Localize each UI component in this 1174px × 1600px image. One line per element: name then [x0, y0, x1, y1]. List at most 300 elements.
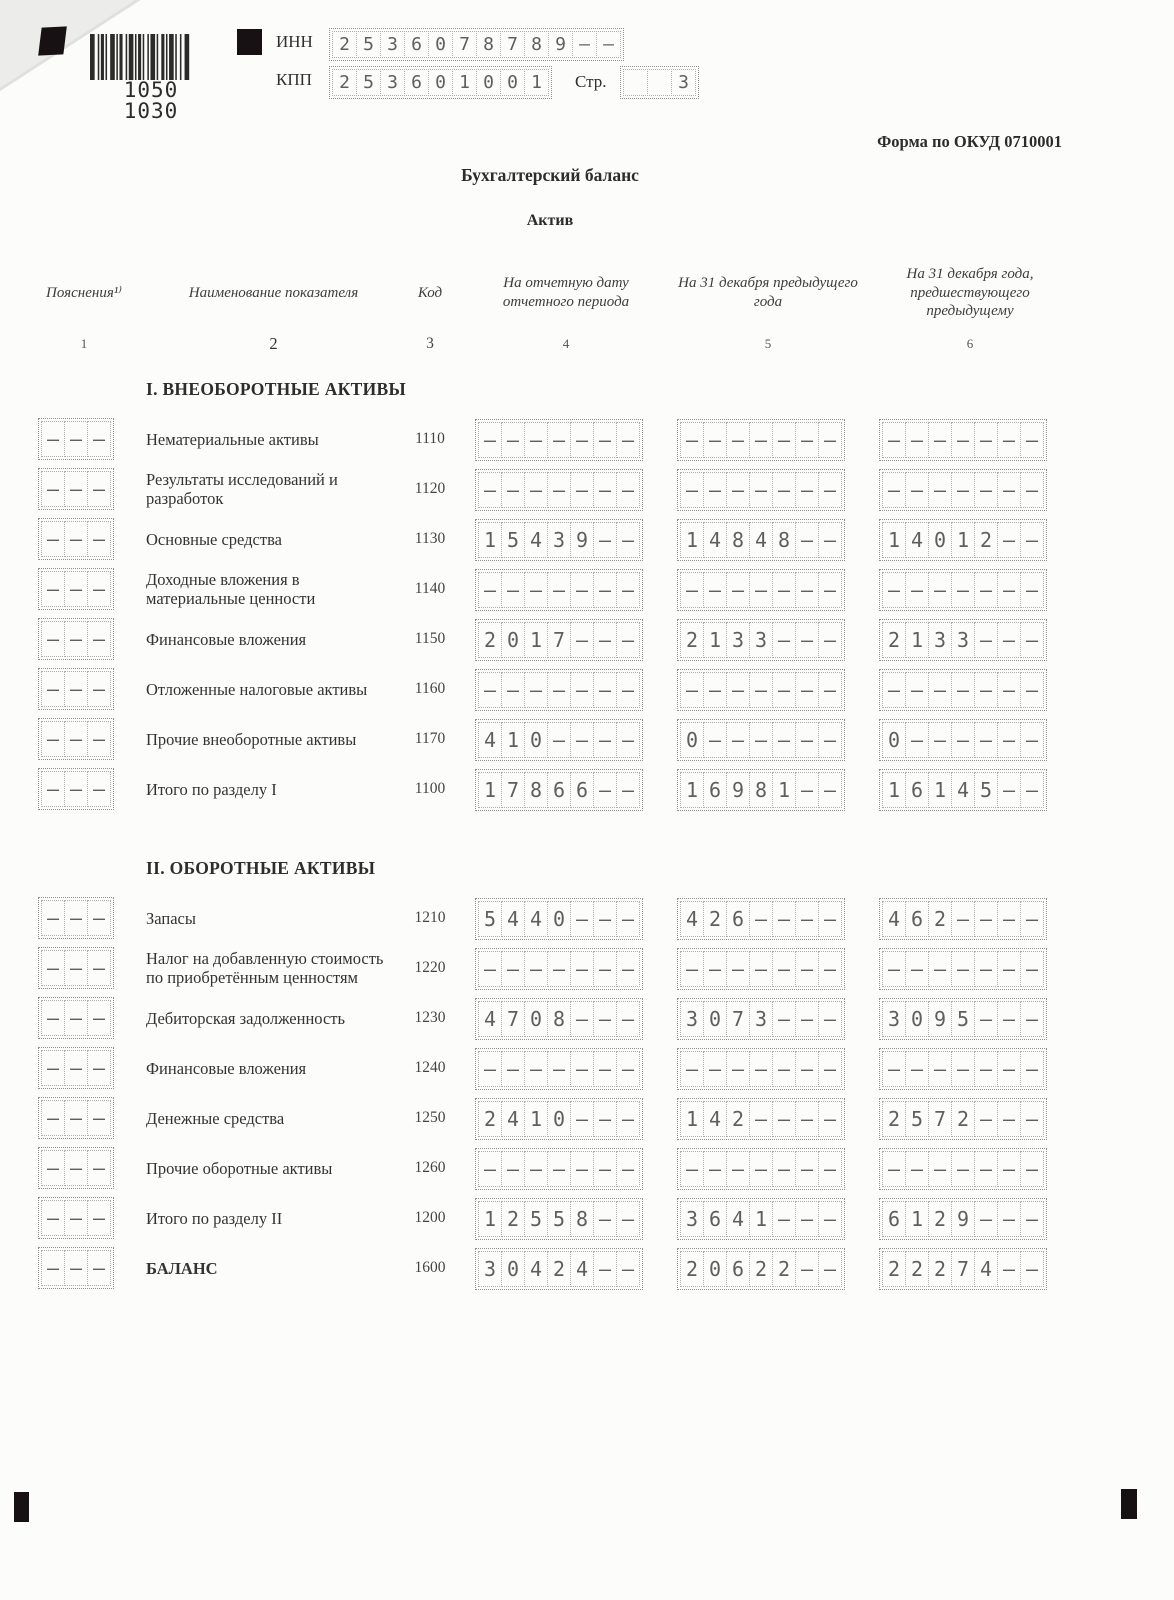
digit-cell: – [818, 1201, 842, 1237]
digit-cell: – [570, 951, 594, 987]
character-cell: – [87, 421, 111, 457]
kpp-value-box [329, 66, 552, 99]
header-code: Код [417, 284, 443, 301]
character-cell: – [64, 900, 88, 936]
digit-cell: – [997, 572, 1021, 608]
digit-cell: 0 [524, 722, 548, 758]
digit-cell: – [882, 422, 906, 458]
digit-cell: – [593, 472, 617, 508]
character-cell: – [572, 31, 597, 58]
digit-cell: 4 [501, 901, 525, 937]
digit-cell: – [703, 572, 727, 608]
registration-mark-top-left [38, 26, 67, 55]
value-box-col4 [475, 1248, 643, 1290]
inn-value-box [329, 28, 624, 61]
character-cell: – [87, 1100, 111, 1136]
digit-cell: – [593, 622, 617, 658]
row-code: 1220 [414, 959, 446, 977]
digit-cell: – [749, 572, 773, 608]
digit-cell: – [570, 422, 594, 458]
value-box-col5 [677, 469, 845, 511]
digit-cell: – [478, 1051, 502, 1087]
digit-cell: 2 [547, 1251, 571, 1287]
character-cell: – [41, 1200, 65, 1236]
character-cell: – [596, 31, 621, 58]
column-number: 4 [562, 335, 570, 351]
digit-cell: – [680, 572, 704, 608]
digit-cell: – [749, 672, 773, 708]
digit-cell: – [1020, 422, 1044, 458]
digit-cell: – [772, 422, 796, 458]
digit-cell: 6 [726, 1251, 750, 1287]
digit-cell: – [974, 672, 998, 708]
value-box-col5 [677, 1248, 845, 1290]
digit-cell: – [997, 1051, 1021, 1087]
explanations-box [38, 1147, 114, 1189]
table-row [0, 1195, 1174, 1241]
column-number: 1 [80, 335, 88, 351]
value-box-col6 [879, 948, 1047, 990]
value-box-col5 [677, 719, 845, 761]
value-box-col6 [879, 1048, 1047, 1090]
digit-cell: – [593, 422, 617, 458]
digit-cell: – [905, 572, 929, 608]
digit-cell: – [974, 901, 998, 937]
explanations-box [38, 947, 114, 989]
digit-cell: – [772, 901, 796, 937]
digit-cell: – [905, 422, 929, 458]
digit-cell: – [951, 472, 975, 508]
explanations-box [38, 468, 114, 510]
digit-cell: – [501, 951, 525, 987]
digit-cell: 4 [905, 522, 929, 558]
digit-cell: – [1020, 1051, 1044, 1087]
row-code: 1240 [414, 1059, 446, 1077]
character-cell: – [41, 671, 65, 707]
character-cell: 3 [671, 69, 696, 96]
digit-cell: 3 [726, 622, 750, 658]
row-indicator-name: Итого по разделу II [146, 1208, 283, 1228]
digit-cell: – [905, 672, 929, 708]
explanations-box [38, 518, 114, 560]
digit-cell: – [593, 672, 617, 708]
row-indicator-name: Финансовые вложения [146, 629, 307, 649]
page-number-label: Стр. [575, 72, 607, 91]
table-body [0, 379, 1174, 1291]
digit-cell: – [703, 672, 727, 708]
digit-cell: – [703, 951, 727, 987]
digit-cell: – [818, 422, 842, 458]
digit-cell: – [593, 1101, 617, 1137]
digit-cell: – [524, 422, 548, 458]
digit-cell: – [951, 572, 975, 608]
digit-cell: – [772, 1101, 796, 1137]
column-numbers-row [0, 334, 1174, 353]
character-cell [647, 69, 672, 96]
digit-cell: – [547, 572, 571, 608]
digit-cell: – [570, 672, 594, 708]
digit-cell: – [974, 1151, 998, 1187]
digit-cell: 0 [703, 1251, 727, 1287]
digit-cell: – [882, 572, 906, 608]
digit-cell: – [726, 951, 750, 987]
digit-cell: – [905, 951, 929, 987]
digit-cell: – [1020, 1201, 1044, 1237]
digit-cell: – [1020, 1101, 1044, 1137]
digit-cell: 1 [882, 522, 906, 558]
digit-cell: – [478, 951, 502, 987]
row-code: 1160 [414, 680, 446, 698]
registration-mark-bottom-right [1121, 1489, 1137, 1519]
value-box-col4 [475, 619, 643, 661]
digit-cell: 1 [680, 1101, 704, 1137]
digit-cell: – [593, 1051, 617, 1087]
digit-cell: 3 [680, 1201, 704, 1237]
digit-cell: – [680, 1151, 704, 1187]
value-box-col6 [879, 519, 1047, 561]
character-cell: 7 [452, 31, 477, 58]
digit-cell: – [818, 622, 842, 658]
table-row [0, 516, 1174, 562]
explanations-box [38, 668, 114, 710]
digit-cell: – [818, 901, 842, 937]
digit-cell: – [905, 1051, 929, 1087]
digit-cell: – [593, 951, 617, 987]
table-row [0, 716, 1174, 762]
row-indicator-name: Итого по разделу I [146, 779, 277, 799]
digit-cell: – [795, 422, 819, 458]
value-box-col5 [677, 569, 845, 611]
explanations-box [38, 718, 114, 760]
digit-cell: – [1020, 522, 1044, 558]
digit-cell: 4 [478, 1001, 502, 1037]
digit-cell: 6 [703, 772, 727, 808]
digit-cell: – [524, 572, 548, 608]
digit-cell: 3 [928, 622, 952, 658]
digit-cell: – [616, 472, 640, 508]
digit-cell: – [726, 472, 750, 508]
table-row [0, 466, 1174, 512]
row-code: 1140 [414, 580, 446, 598]
digit-cell: – [547, 672, 571, 708]
value-box-col4 [475, 898, 643, 940]
document-title: Бухгалтерский баланс [461, 165, 639, 185]
digit-cell: 4 [524, 901, 548, 937]
digit-cell: – [772, 1051, 796, 1087]
digit-cell: – [616, 572, 640, 608]
digit-cell: – [818, 951, 842, 987]
character-cell: – [41, 571, 65, 607]
digit-cell: – [616, 622, 640, 658]
digit-cell: – [703, 472, 727, 508]
digit-cell: – [772, 1001, 796, 1037]
digit-cell: – [616, 422, 640, 458]
character-cell: – [64, 521, 88, 557]
digit-cell: – [974, 472, 998, 508]
digit-cell: 6 [547, 772, 571, 808]
digit-cell: – [749, 422, 773, 458]
digit-cell: – [547, 951, 571, 987]
value-box-col5 [677, 898, 845, 940]
digit-cell: 0 [524, 1001, 548, 1037]
digit-cell: 8 [524, 772, 548, 808]
character-cell: – [87, 1150, 111, 1186]
digit-cell: 2 [680, 1251, 704, 1287]
form-barcode [88, 34, 214, 122]
digit-cell: – [593, 1251, 617, 1287]
digit-cell: 8 [726, 522, 750, 558]
character-cell: – [87, 621, 111, 657]
digit-cell: – [570, 1001, 594, 1037]
digit-cell: – [928, 722, 952, 758]
digit-cell: – [928, 672, 952, 708]
digit-cell: – [997, 1101, 1021, 1137]
value-box-col4 [475, 469, 643, 511]
digit-cell: – [795, 1201, 819, 1237]
character-cell: – [41, 471, 65, 507]
value-box-col5 [677, 669, 845, 711]
digit-cell: 2 [478, 622, 502, 658]
digit-cell: – [772, 672, 796, 708]
digit-cell: – [795, 1251, 819, 1287]
digit-cell: – [570, 572, 594, 608]
digit-cell: – [974, 1051, 998, 1087]
row-code: 1150 [414, 630, 446, 648]
value-box-col5 [677, 1098, 845, 1140]
digit-cell: 4 [680, 901, 704, 937]
digit-cell: – [997, 622, 1021, 658]
value-box-col6 [879, 719, 1047, 761]
digit-cell: 5 [547, 1201, 571, 1237]
digit-cell: 9 [726, 772, 750, 808]
explanations-box [38, 997, 114, 1039]
character-cell: 2 [332, 69, 357, 96]
digit-cell: – [616, 722, 640, 758]
table-row [0, 895, 1174, 941]
digit-cell: – [749, 951, 773, 987]
explanations-box [38, 1097, 114, 1139]
character-cell: – [64, 671, 88, 707]
explanations-box [38, 568, 114, 610]
character-cell: 3 [380, 31, 405, 58]
value-box-col6 [879, 998, 1047, 1040]
character-cell: – [64, 1200, 88, 1236]
character-cell: – [64, 621, 88, 657]
character-cell: – [64, 721, 88, 757]
digit-cell: – [749, 472, 773, 508]
digit-cell: – [703, 422, 727, 458]
character-cell: 1 [452, 69, 477, 96]
digit-cell: – [997, 951, 1021, 987]
character-cell: – [41, 1100, 65, 1136]
digit-cell: 8 [772, 522, 796, 558]
digit-cell: – [570, 472, 594, 508]
digit-cell: – [680, 951, 704, 987]
character-cell: – [87, 571, 111, 607]
digit-cell: – [928, 951, 952, 987]
digit-cell: – [928, 572, 952, 608]
digit-cell: – [749, 1051, 773, 1087]
row-indicator-name: Запасы [146, 908, 196, 928]
digit-cell: 4 [703, 1101, 727, 1137]
header-reporting-date: На отчетную дату отчетного периода [502, 275, 630, 310]
digit-cell: 0 [928, 522, 952, 558]
page-number-box [620, 66, 699, 99]
value-box-col6 [879, 419, 1047, 461]
value-box-col4 [475, 998, 643, 1040]
digit-cell: – [928, 1151, 952, 1187]
digit-cell: 3 [951, 622, 975, 658]
digit-cell: 2 [478, 1101, 502, 1137]
digit-cell: – [818, 1251, 842, 1287]
digit-cell: – [524, 672, 548, 708]
value-box-col6 [879, 669, 1047, 711]
character-cell: 0 [500, 69, 525, 96]
digit-cell: – [726, 1151, 750, 1187]
digit-cell: – [772, 622, 796, 658]
character-cell: – [64, 471, 88, 507]
value-box-col6 [879, 769, 1047, 811]
digit-cell: – [501, 1151, 525, 1187]
digit-cell: 4 [524, 1251, 548, 1287]
digit-cell: – [616, 1201, 640, 1237]
value-box-col6 [879, 1248, 1047, 1290]
digit-cell: – [795, 622, 819, 658]
digit-cell: 3 [680, 1001, 704, 1037]
row-code: 1250 [414, 1109, 446, 1127]
digit-cell: – [593, 722, 617, 758]
row-indicator-name: Отложенные налоговые активы [146, 679, 368, 699]
row-code: 1100 [414, 780, 446, 798]
digit-cell: – [905, 722, 929, 758]
value-box-col4 [475, 1148, 643, 1190]
character-cell: – [87, 471, 111, 507]
row-indicator-name: Финансовые вложения [146, 1058, 307, 1078]
character-cell: – [87, 521, 111, 557]
digit-cell: – [524, 1151, 548, 1187]
table-row [0, 666, 1174, 712]
digit-cell: – [772, 722, 796, 758]
digit-cell: 5 [974, 772, 998, 808]
digit-cell: – [997, 722, 1021, 758]
digit-cell: 2 [951, 1101, 975, 1137]
value-box-col5 [677, 1148, 845, 1190]
row-indicator-name: Прочие оборотные активы [146, 1158, 333, 1178]
digit-cell: 3 [478, 1251, 502, 1287]
inn-label: ИНН [276, 32, 313, 51]
digit-cell: – [593, 572, 617, 608]
digit-cell: 4 [951, 772, 975, 808]
digit-cell: – [951, 1051, 975, 1087]
section-heading: I. ВНЕОБОРОТНЫЕ АКТИВЫ [146, 379, 406, 400]
digit-cell: – [478, 472, 502, 508]
character-cell: 0 [428, 69, 453, 96]
digit-cell: 7 [501, 1001, 525, 1037]
digit-cell: – [593, 1201, 617, 1237]
digit-cell: – [951, 901, 975, 937]
row-indicator-name: Дебиторская задолженность [146, 1008, 346, 1028]
digit-cell: 9 [928, 1001, 952, 1037]
digit-cell: – [570, 722, 594, 758]
character-cell [623, 69, 648, 96]
character-cell: 8 [524, 31, 549, 58]
digit-cell: – [616, 1051, 640, 1087]
digit-cell: 2 [501, 1201, 525, 1237]
digit-cell: 5 [905, 1101, 929, 1137]
table-row [0, 1145, 1174, 1191]
digit-cell: 5 [501, 522, 525, 558]
balance-table [0, 256, 1174, 1295]
digit-cell: – [772, 472, 796, 508]
digit-cell: – [882, 951, 906, 987]
digit-cell: 2 [703, 901, 727, 937]
character-cell: – [64, 1000, 88, 1036]
character-cell: – [64, 950, 88, 986]
digit-cell: – [1020, 772, 1044, 808]
digit-cell: – [795, 1051, 819, 1087]
digit-cell: – [795, 672, 819, 708]
character-cell: – [64, 1250, 88, 1286]
digit-cell: 5 [524, 1201, 548, 1237]
digit-cell: – [680, 422, 704, 458]
digit-cell: 3 [749, 622, 773, 658]
row-code: 1110 [415, 430, 445, 448]
value-box-col5 [677, 948, 845, 990]
character-cell: 0 [428, 31, 453, 58]
digit-cell: 4 [570, 1251, 594, 1287]
digit-cell: 5 [951, 1001, 975, 1037]
digit-cell: – [997, 472, 1021, 508]
digit-cell: – [547, 472, 571, 508]
digit-cell: 2 [882, 622, 906, 658]
character-cell: – [87, 671, 111, 707]
digit-cell: – [818, 572, 842, 608]
digit-cell: 2 [928, 1251, 952, 1287]
row-indicator-name: Нематериальные активы [146, 429, 319, 449]
digit-cell: – [818, 1101, 842, 1137]
document-subtitle: Актив [526, 212, 574, 229]
character-cell: 8 [476, 31, 501, 58]
digit-cell: – [997, 1151, 1021, 1187]
digit-cell: – [795, 472, 819, 508]
digit-cell: 0 [703, 1001, 727, 1037]
row-indicator-name: Основные средства [146, 529, 282, 549]
digit-cell: – [524, 951, 548, 987]
character-cell: – [87, 1200, 111, 1236]
digit-cell: 7 [726, 1001, 750, 1037]
digit-cell: 4 [974, 1251, 998, 1287]
digit-cell: 0 [501, 1251, 525, 1287]
digit-cell: 7 [951, 1251, 975, 1287]
digit-cell: – [726, 672, 750, 708]
digit-cell: – [547, 1151, 571, 1187]
value-box-col6 [879, 469, 1047, 511]
digit-cell: – [795, 1101, 819, 1137]
digit-cell: 1 [478, 772, 502, 808]
value-box-col5 [677, 619, 845, 661]
value-box-col5 [677, 998, 845, 1040]
value-box-col6 [879, 569, 1047, 611]
character-cell: 6 [404, 31, 429, 58]
digit-cell: 9 [570, 522, 594, 558]
digit-cell: – [974, 951, 998, 987]
header-year-before-prev: На 31 декабря года, предшествующего предыдущему [906, 265, 1034, 320]
character-cell: – [64, 771, 88, 807]
character-cell: 2 [332, 31, 357, 58]
digit-cell: 1 [749, 1201, 773, 1237]
digit-cell: 5 [478, 901, 502, 937]
digit-cell: – [524, 1051, 548, 1087]
